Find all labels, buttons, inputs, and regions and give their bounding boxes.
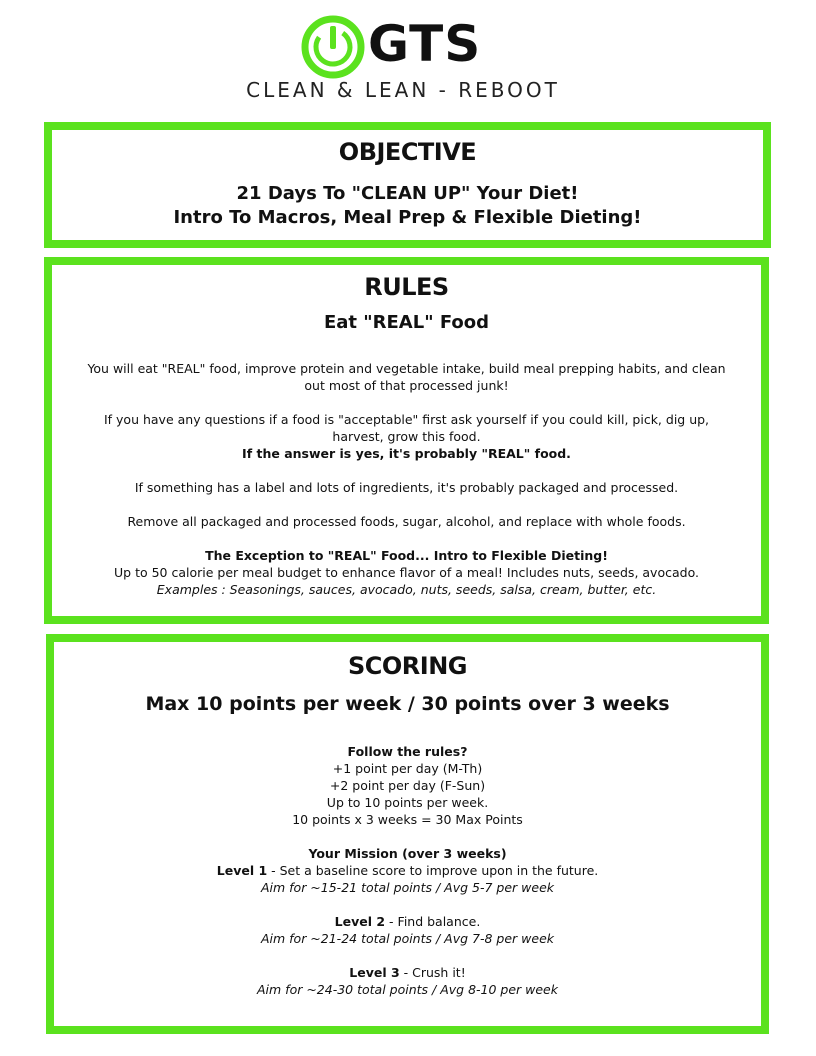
rules-paragraph-1: You will eat "REAL" food, improve protein and vegetable intake, build meal prepping habits, and clean out most of that processed junk!	[87, 361, 726, 393]
rules-section	[45, 258, 768, 623]
exception-title: The Exception to "REAL" Food... Intro to Flexible Dieting!	[205, 548, 608, 563]
level-3	[54, 964, 761, 981]
objective-title: OBJECTIVE	[338, 138, 477, 166]
level-1	[54, 862, 761, 879]
level-label: Level 2	[334, 914, 386, 929]
level-aim: Aim for ~24-30 total points / Avg 8-10 per week	[257, 982, 558, 997]
level-label: Level 1	[216, 863, 268, 878]
level-desc: - Find balance.	[385, 914, 481, 929]
gts-logo	[300, 12, 510, 80]
follow-line: +2 point per day (F-Sun)	[329, 778, 486, 793]
rules-paragraph-4: Remove all packaged and processed foods, sugar, alcohol, and replace with whole foods.	[127, 514, 686, 529]
follow-title: Follow the rules?	[347, 744, 468, 759]
level-aim: Aim for ~21-24 total points / Avg 7-8 per week	[260, 931, 555, 946]
level-2	[54, 913, 761, 930]
mission-title: Your Mission (over 3 weeks)	[308, 846, 507, 861]
power-icon	[300, 14, 366, 80]
scoring-section	[47, 635, 768, 1033]
rules-title: RULES	[364, 273, 449, 301]
follow-line: 10 points x 3 weeks = 30 Max Points	[292, 812, 523, 827]
page-header	[0, 0, 816, 110]
rules-subtitle: Eat "REAL" Food	[323, 312, 490, 333]
logo-text: GTS	[368, 15, 482, 73]
level-desc: - Crush it!	[399, 965, 466, 980]
objective-line-1: 21 Days To "CLEAN UP" Your Diet!	[236, 183, 579, 204]
follow-line: +1 point per day (M-Th)	[332, 761, 483, 776]
exception-text: Up to 50 calorie per meal budget to enhance flavor of a meal! Includes nuts, seeds, avocado.	[114, 565, 699, 580]
scoring-subtitle: Max 10 points per week / 30 points over 3 weeks	[145, 693, 670, 715]
scoring-title: SCORING	[348, 652, 467, 680]
objective-section	[45, 123, 770, 247]
rules-paragraph-2-bold: If the answer is yes, it's probably "REAL" food.	[242, 446, 571, 461]
follow-line: Up to 10 points per week.	[326, 795, 489, 810]
level-desc: - Set a baseline score to improve upon in the future.	[267, 863, 599, 878]
objective-line-2: Intro To Macros, Meal Prep & Flexible Dieting!	[173, 207, 642, 228]
level-aim: Aim for ~15-21 total points / Avg 5-7 per week	[260, 880, 555, 895]
exception-examples: Examples : Seasonings, sauces, avocado, nuts, seeds, salsa, cream, butter, etc.	[156, 582, 657, 597]
level-label: Level 3	[349, 965, 400, 980]
rules-paragraph-3: If something has a label and lots of ingredients, it's probably packaged and processed.	[134, 480, 679, 495]
page-subtitle: CLEAN & LEAN - REBOOT	[246, 78, 560, 102]
rules-paragraph-2: If you have any questions if a food is "acceptable" first ask yourself if you could kill, pick, dig up, harvest, grow this food.	[103, 412, 710, 444]
